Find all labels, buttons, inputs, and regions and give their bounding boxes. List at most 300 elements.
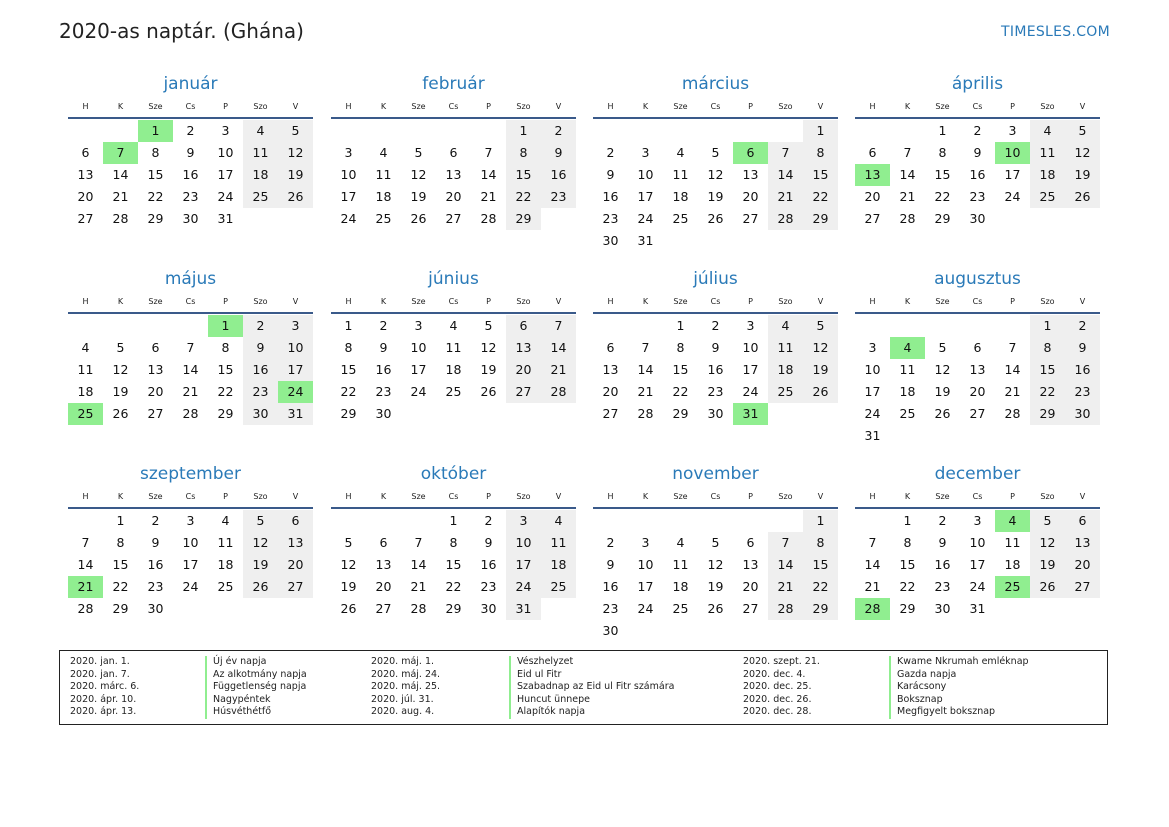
day-cell: 9	[711, 340, 720, 355]
day-cell: 26	[707, 601, 724, 616]
day-cell: 29	[803, 598, 838, 620]
day-cell: 11	[899, 362, 916, 377]
day-cell: 9	[606, 167, 615, 182]
day-cell: 27	[278, 576, 313, 598]
day-cell: 16	[375, 362, 392, 377]
day-cell: 18	[672, 189, 689, 204]
weekday-label: Sze	[673, 297, 688, 306]
day-cell: 7	[186, 340, 195, 355]
day-cell: 26	[480, 384, 497, 399]
weekday-label: P	[748, 492, 753, 501]
day-cell: 6	[606, 340, 615, 355]
holiday-date: 2020. júl. 31.	[371, 693, 434, 705]
day-cell: 24	[742, 384, 759, 399]
weekday-label: Sze	[411, 492, 426, 501]
header-divider	[855, 117, 1100, 119]
header-divider	[855, 507, 1100, 509]
day-cell: 30	[602, 623, 619, 638]
day-cell: 14	[480, 167, 497, 182]
day-cell: 21	[768, 576, 803, 598]
weekday-label: Sze	[148, 492, 163, 501]
day-cell: 12	[243, 532, 278, 554]
day-cell: 16	[243, 359, 278, 381]
day-cell: 29	[506, 208, 541, 230]
weekday-label: Szo	[516, 492, 531, 501]
day-cell: 6	[746, 535, 755, 550]
holiday-legend	[59, 650, 1108, 725]
day-cell: 30	[934, 601, 951, 616]
day-cell: 26	[112, 406, 129, 421]
weekday-label: Szo	[253, 102, 268, 111]
day-cell: 24	[506, 576, 541, 598]
day-cell: 11	[375, 167, 392, 182]
day-cell: 24	[1004, 189, 1021, 204]
day-cell: 15	[899, 557, 916, 572]
weekday-label: Szo	[1040, 492, 1055, 501]
day-cell: 7	[641, 340, 650, 355]
day-cell: 26	[707, 211, 724, 226]
day-cell: 20	[278, 554, 313, 576]
day-cell: 10	[637, 167, 654, 182]
day-cell: 28	[899, 211, 916, 226]
weekday-label: Szo	[1040, 297, 1055, 306]
day-cell: 17	[864, 384, 881, 399]
weekday-label: Cs	[185, 102, 196, 111]
day-cell: 26	[1065, 186, 1100, 208]
day-cell: 28	[77, 601, 94, 616]
day-cell: 11	[243, 142, 278, 164]
day-cell: 8	[938, 145, 947, 160]
day-cell: 16	[969, 167, 986, 182]
day-cell: 22	[506, 186, 541, 208]
day-cell: 23	[602, 601, 619, 616]
day-cell: 28	[1004, 406, 1021, 421]
weekday-label: Sze	[935, 102, 950, 111]
header-divider	[593, 507, 838, 509]
month-5	[68, 267, 313, 447]
day-cell: 11	[672, 167, 689, 182]
holiday-name: Vészhelyzet	[509, 656, 573, 669]
weekday-label: P	[748, 297, 753, 306]
day-cell: 2	[606, 145, 615, 160]
month-name: december	[934, 464, 1021, 484]
day-cell: 17	[742, 362, 759, 377]
day-cell: 10	[864, 362, 881, 377]
day-cell: 25	[375, 211, 392, 226]
header-divider	[593, 117, 838, 119]
day-cell: 7	[768, 142, 803, 164]
weekday-label: H	[607, 492, 614, 501]
day-cell: 14	[899, 167, 916, 182]
day-cell: 16	[602, 189, 619, 204]
day-cell: 4	[541, 510, 576, 532]
day-cell: 15	[803, 554, 838, 576]
day-cell: 28	[410, 601, 427, 616]
day-cell: 7	[541, 315, 576, 337]
day-cell: 1	[803, 510, 838, 532]
day-cell: 30	[182, 211, 199, 226]
day-cell: 15	[506, 164, 541, 186]
month-4	[855, 72, 1100, 252]
day-grid	[855, 120, 1100, 252]
day-grid	[68, 510, 313, 642]
day-cell: 25	[672, 211, 689, 226]
day-cell: 22	[112, 579, 129, 594]
day-cell: 13	[742, 167, 759, 182]
day-cell: 24	[969, 579, 986, 594]
month-3	[593, 72, 838, 252]
day-cell: 1	[676, 318, 685, 333]
day-cell: 23	[934, 579, 951, 594]
day-cell: 12	[278, 142, 313, 164]
month-name: szeptember	[140, 464, 241, 484]
page-title: 2020-as naptár. (Ghána)	[59, 19, 304, 43]
day-cell: 27	[506, 381, 541, 403]
weekday-label: P	[1010, 297, 1015, 306]
day-cell: 26	[803, 381, 838, 403]
month-7	[593, 267, 838, 447]
weekday-label: Sze	[148, 102, 163, 111]
header-divider	[855, 312, 1100, 314]
day-cell: 23	[375, 384, 392, 399]
day-cell: 28	[768, 598, 803, 620]
day-cell: 19	[1030, 554, 1065, 576]
day-cell: 21	[541, 359, 576, 381]
holiday-name: Új év napja	[205, 656, 266, 669]
day-cell: 15	[445, 557, 462, 572]
day-cell: 13	[506, 337, 541, 359]
day-cell: 22	[803, 576, 838, 598]
day-cell: 28	[480, 211, 497, 226]
weekday-header	[855, 295, 1100, 309]
day-cell: 25	[899, 406, 916, 421]
day-cell: 22	[899, 579, 916, 594]
day-cell: 27	[742, 601, 759, 616]
day-cell: 28	[541, 381, 576, 403]
weekday-label: V	[817, 492, 824, 501]
weekday-label: K	[117, 102, 124, 111]
day-cell: 17	[217, 167, 234, 182]
day-cell: 21	[899, 189, 916, 204]
day-cell: 30	[375, 406, 392, 421]
day-cell: 1	[449, 513, 458, 528]
day-grid	[331, 510, 576, 642]
day-cell: 22	[147, 189, 164, 204]
day-cell: 25	[1030, 186, 1065, 208]
day-cell: 6	[278, 510, 313, 532]
month-6	[331, 267, 576, 447]
day-cell: 17	[637, 189, 654, 204]
weekday-header	[855, 100, 1100, 114]
weekday-label: Sze	[935, 492, 950, 501]
day-cell: 12	[803, 337, 838, 359]
day-cell: 20	[602, 384, 619, 399]
month-10	[331, 462, 576, 642]
day-cell: 2	[243, 315, 278, 337]
holiday-date: 2020. dec. 26.	[743, 693, 812, 705]
holiday-date: 2020. aug. 4.	[371, 706, 435, 718]
day-cell: 13	[742, 557, 759, 572]
weekday-header	[68, 100, 313, 114]
day-grid	[593, 120, 838, 252]
day-cell: 1	[1030, 315, 1065, 337]
day-cell: 15	[934, 167, 951, 182]
month-name: november	[672, 464, 759, 484]
day-cell: 30	[243, 403, 278, 425]
day-cell: 3	[868, 340, 877, 355]
day-cell: 14	[864, 557, 881, 572]
day-cell: 3	[344, 145, 353, 160]
day-cell: 26	[934, 406, 951, 421]
day-cell: 4	[81, 340, 90, 355]
day-cell: 29	[803, 208, 838, 230]
holiday-name: Kwame Nkrumah emléknap	[889, 656, 1029, 669]
day-cell: 29	[1030, 403, 1065, 425]
weekday-label: K	[642, 492, 649, 501]
holiday-name: Boksznap	[889, 694, 943, 707]
weekday-label: V	[817, 102, 824, 111]
weekday-label: Cs	[972, 102, 983, 111]
day-cell: 20	[969, 384, 986, 399]
day-cell: 24	[637, 601, 654, 616]
day-cell: 5	[484, 318, 493, 333]
weekday-label: Cs	[448, 297, 459, 306]
day-cell: 22	[934, 189, 951, 204]
weekday-label: Sze	[935, 297, 950, 306]
day-cell: 12	[340, 557, 357, 572]
day-cell: 3	[973, 513, 982, 528]
day-cell: 1	[344, 318, 353, 333]
weekday-label: Sze	[673, 492, 688, 501]
weekday-label: Cs	[710, 492, 721, 501]
day-cell: 17	[182, 557, 199, 572]
holiday-day-cell: 31	[733, 403, 768, 425]
day-cell: 18	[445, 362, 462, 377]
weekday-label: H	[869, 297, 876, 306]
day-cell: 29	[445, 601, 462, 616]
weekday-header	[593, 100, 838, 114]
holiday-name: Szabadnap az Eid ul Fitr számára	[509, 681, 674, 694]
weekday-label: V	[555, 297, 562, 306]
day-grid	[331, 315, 576, 447]
day-grid	[855, 510, 1100, 642]
weekday-label: H	[345, 297, 352, 306]
day-cell: 8	[903, 535, 912, 550]
day-cell: 16	[541, 164, 576, 186]
day-cell: 29	[934, 211, 951, 226]
day-cell: 4	[243, 120, 278, 142]
day-cell: 19	[243, 554, 278, 576]
day-cell: 21	[864, 579, 881, 594]
day-cell: 26	[1030, 576, 1065, 598]
day-cell: 4	[1030, 120, 1065, 142]
day-cell: 27	[742, 211, 759, 226]
day-grid	[68, 120, 313, 252]
day-cell: 30	[147, 601, 164, 616]
day-cell: 24	[182, 579, 199, 594]
weekday-label: V	[1079, 102, 1086, 111]
weekday-header	[68, 490, 313, 504]
day-cell: 29	[340, 406, 357, 421]
day-cell: 2	[711, 318, 720, 333]
day-cell: 2	[1065, 315, 1100, 337]
day-cell: 30	[1065, 403, 1100, 425]
day-cell: 10	[742, 340, 759, 355]
holiday-name: Gazda napja	[889, 669, 956, 682]
day-cell: 11	[217, 535, 234, 550]
day-cell: 18	[217, 557, 234, 572]
weekday-label: K	[380, 102, 387, 111]
day-cell: 18	[243, 164, 278, 186]
day-cell: 11	[445, 340, 462, 355]
day-cell: 27	[445, 211, 462, 226]
weekday-header	[68, 295, 313, 309]
day-cell: 24	[340, 211, 357, 226]
month-name: augusztus	[934, 269, 1021, 289]
weekday-label: K	[380, 492, 387, 501]
weekday-label: Cs	[185, 492, 196, 501]
day-cell: 22	[672, 384, 689, 399]
month-11	[593, 462, 838, 642]
holiday-date: 2020. jan. 1.	[70, 656, 130, 667]
day-cell: 30	[969, 211, 986, 226]
day-cell: 6	[81, 145, 90, 160]
weekday-label: Cs	[710, 102, 721, 111]
day-cell: 29	[217, 406, 234, 421]
day-cell: 15	[217, 362, 234, 377]
day-cell: 23	[480, 579, 497, 594]
day-cell: 12	[934, 362, 951, 377]
day-cell: 13	[602, 362, 619, 377]
day-grid	[855, 315, 1100, 447]
day-cell: 14	[182, 362, 199, 377]
day-cell: 8	[1030, 337, 1065, 359]
day-cell: 20	[77, 189, 94, 204]
day-cell: 15	[340, 362, 357, 377]
holiday-date: 2020. máj. 1.	[371, 656, 435, 667]
day-cell: 10	[969, 535, 986, 550]
day-cell: 13	[278, 532, 313, 554]
day-cell: 19	[480, 362, 497, 377]
day-cell: 3	[1008, 123, 1017, 138]
day-cell: 5	[938, 340, 947, 355]
weekday-label: Sze	[411, 102, 426, 111]
day-cell: 14	[112, 167, 129, 182]
day-cell: 10	[217, 145, 234, 160]
day-cell: 31	[637, 233, 654, 248]
weekday-label: Sze	[148, 297, 163, 306]
day-cell: 16	[707, 362, 724, 377]
day-cell: 22	[803, 186, 838, 208]
day-cell: 2	[541, 120, 576, 142]
day-cell: 17	[1004, 167, 1021, 182]
day-grid	[593, 510, 838, 642]
day-cell: 31	[217, 211, 234, 226]
day-cell: 18	[1030, 164, 1065, 186]
day-cell: 3	[186, 513, 195, 528]
holiday-day-cell: 21	[68, 576, 103, 598]
day-cell: 3	[506, 510, 541, 532]
day-cell: 14	[637, 362, 654, 377]
day-cell: 4	[768, 315, 803, 337]
day-cell: 10	[506, 532, 541, 554]
day-cell: 5	[116, 340, 125, 355]
holiday-name: Az alkotmány napja	[205, 669, 307, 682]
holiday-date: 2020. dec. 4.	[743, 668, 806, 680]
weekday-label: Cs	[448, 492, 459, 501]
day-cell: 5	[711, 145, 720, 160]
weekday-label: V	[292, 102, 299, 111]
day-cell: 28	[182, 406, 199, 421]
day-cell: 21	[182, 384, 199, 399]
day-cell: 5	[278, 120, 313, 142]
day-cell: 12	[1065, 142, 1100, 164]
day-cell: 2	[938, 513, 947, 528]
day-cell: 7	[484, 145, 493, 160]
day-cell: 7	[1008, 340, 1017, 355]
day-cell: 3	[746, 318, 755, 333]
day-grid	[331, 120, 576, 252]
day-cell: 17	[506, 554, 541, 576]
day-cell: 17	[278, 359, 313, 381]
day-cell: 5	[414, 145, 423, 160]
day-cell: 24	[864, 406, 881, 421]
day-cell: 5	[1030, 510, 1065, 532]
day-cell: 21	[480, 189, 497, 204]
day-cell: 26	[243, 576, 278, 598]
weekday-header	[593, 490, 838, 504]
month-name: január	[163, 74, 218, 94]
day-cell: 15	[112, 557, 129, 572]
weekday-label: K	[904, 102, 911, 111]
day-cell: 8	[676, 340, 685, 355]
holiday-day-cell: 25	[995, 576, 1030, 598]
month-name: október	[420, 464, 487, 484]
day-cell: 9	[379, 340, 388, 355]
holiday-name: Huncut ünnepe	[509, 694, 590, 707]
day-cell: 11	[768, 337, 803, 359]
weekday-header	[331, 295, 576, 309]
day-cell: 1	[116, 513, 125, 528]
day-cell: 18	[77, 384, 94, 399]
day-cell: 20	[445, 189, 462, 204]
day-cell: 9	[186, 145, 195, 160]
day-cell: 9	[973, 145, 982, 160]
day-cell: 4	[221, 513, 230, 528]
weekday-label: Szo	[253, 297, 268, 306]
day-cell: 9	[151, 535, 160, 550]
day-cell: 25	[541, 576, 576, 598]
day-cell: 8	[151, 145, 160, 160]
weekday-label: V	[817, 297, 824, 306]
holiday-date: 2020. ápr. 10.	[70, 693, 137, 705]
month-name: július	[693, 269, 738, 289]
day-cell: 12	[112, 362, 129, 377]
day-cell: 16	[182, 167, 199, 182]
weekday-label: V	[1079, 492, 1086, 501]
weekday-label: Szo	[516, 102, 531, 111]
day-cell: 4	[676, 145, 685, 160]
holiday-name: Eid ul Fitr	[509, 669, 561, 682]
weekday-label: Szo	[778, 492, 793, 501]
day-cell: 16	[934, 557, 951, 572]
day-cell: 12	[410, 167, 427, 182]
day-cell: 18	[1004, 557, 1021, 572]
weekday-label: H	[869, 492, 876, 501]
day-cell: 25	[768, 381, 803, 403]
site-logo-text[interactable]: TIMESLES.COM	[1001, 24, 1110, 40]
day-cell: 13	[77, 167, 94, 182]
